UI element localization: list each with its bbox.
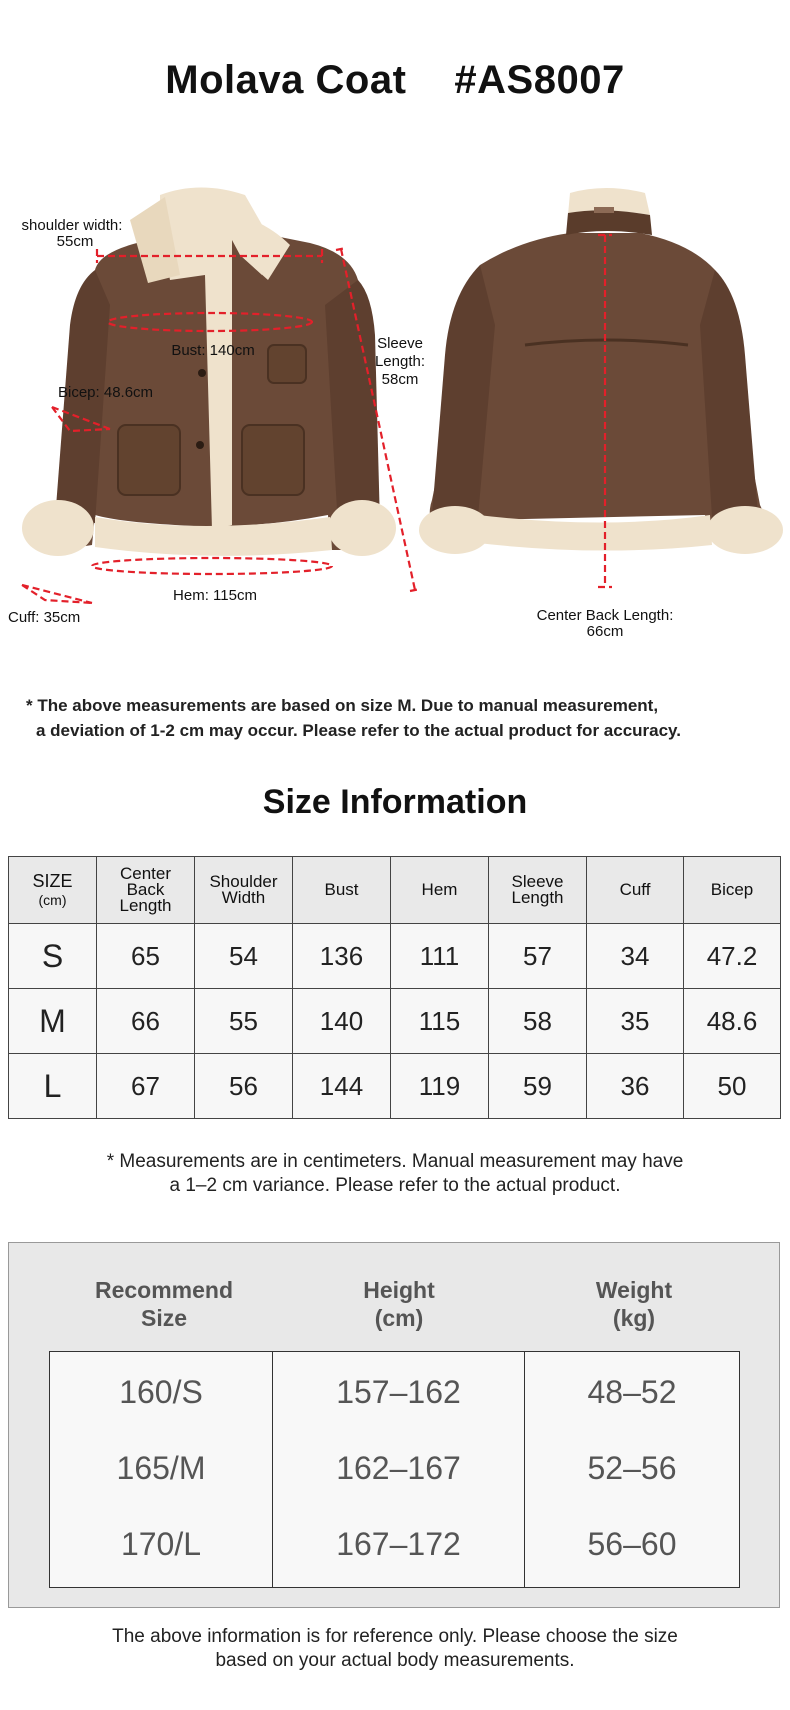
table-cell: M bbox=[9, 989, 97, 1054]
disclaimer-line-2: a deviation of 1-2 cm may occur. Please refer to the actual product for accuracy. bbox=[36, 721, 681, 740]
center-back-length-text: Center Back Length: bbox=[536, 607, 674, 624]
table-cell: L bbox=[9, 1054, 97, 1119]
table-cell: 160/S bbox=[119, 1374, 203, 1410]
table-cell: 165/M bbox=[116, 1450, 206, 1486]
rec-header-height-2: (cm) bbox=[374, 1305, 424, 1331]
table-cell: 170/L bbox=[120, 1526, 202, 1562]
shoulder-width-label bbox=[12, 218, 132, 250]
table-cell: 56–60 bbox=[587, 1526, 677, 1562]
sleeve-length-text-1: Sleeve bbox=[377, 335, 423, 352]
table-cell: 36 bbox=[587, 1054, 684, 1119]
col-header-hem: Hem bbox=[391, 857, 489, 924]
table-cell: 144 bbox=[293, 1054, 391, 1119]
size-info-title: Size Information bbox=[262, 783, 528, 821]
size-table-header-row bbox=[9, 857, 781, 924]
col-header-size-unit: (cm) bbox=[38, 891, 67, 908]
product-name: Molava Coat bbox=[165, 58, 407, 102]
rec-header-weight-2: (kg) bbox=[612, 1305, 656, 1331]
table-cell: 115 bbox=[391, 989, 489, 1054]
centimeter-disclaimer bbox=[0, 1150, 790, 1198]
col-header-shoulder-width bbox=[195, 857, 293, 924]
coat-illustration bbox=[0, 185, 790, 655]
sleeve-length-text-2: Length: bbox=[374, 353, 426, 370]
bust-label: Bust: 140cm bbox=[171, 342, 255, 359]
table-cell: 136 bbox=[293, 924, 391, 989]
table-cell: 162–167 bbox=[336, 1450, 461, 1486]
col-header-size-text: SIZE bbox=[32, 870, 73, 891]
col-header-center-back-length bbox=[97, 857, 195, 924]
rec-col-height bbox=[272, 1352, 524, 1587]
disclaimer-line-1: * The above measurements are based on size M. Due to manual measurement, bbox=[26, 696, 659, 715]
table-cell: 119 bbox=[391, 1054, 489, 1119]
col-header-bust: Bust bbox=[293, 857, 391, 924]
rec-header-weight-1: Weight bbox=[595, 1277, 673, 1303]
rec-header-weight bbox=[519, 1276, 749, 1332]
center-back-length-value: 66cm bbox=[586, 623, 624, 640]
table-row bbox=[9, 989, 781, 1054]
size-table bbox=[8, 856, 781, 1119]
cm-disclaimer-line-2: a 1–2 cm variance. Please refer to the actual product. bbox=[169, 1175, 621, 1196]
table-cell: 157–162 bbox=[336, 1374, 461, 1410]
coat-measurement-diagram bbox=[0, 185, 790, 655]
rec-header-height bbox=[284, 1276, 514, 1332]
table-cell: S bbox=[9, 924, 97, 989]
table-cell: 54 bbox=[195, 924, 293, 989]
col-header-sleeve-2: Length bbox=[511, 888, 564, 907]
col-header-size bbox=[9, 857, 97, 924]
sleeve-length-value: 58cm bbox=[381, 371, 419, 388]
rec-header-size-2: Size bbox=[140, 1305, 188, 1331]
measurement-disclaimer bbox=[26, 693, 766, 743]
reference-line-1: The above information is for reference only. Please choose the size bbox=[112, 1626, 678, 1647]
table-cell: 58 bbox=[489, 989, 587, 1054]
rec-header-height-1: Height bbox=[363, 1277, 435, 1303]
table-cell: 67 bbox=[97, 1054, 195, 1119]
rec-col-weight bbox=[524, 1352, 739, 1587]
table-cell: 48.6 bbox=[684, 989, 781, 1054]
table-cell: 47.2 bbox=[684, 924, 781, 989]
col-header-sleeve-length bbox=[489, 857, 587, 924]
table-cell: 56 bbox=[195, 1054, 293, 1119]
col-header-cuff: Cuff bbox=[587, 857, 684, 924]
table-row bbox=[9, 1054, 781, 1119]
hem-label: Hem: 115cm bbox=[173, 587, 257, 604]
col-header-shoulder-2: Width bbox=[221, 888, 266, 907]
table-cell: 48–52 bbox=[587, 1374, 677, 1410]
recommend-size-panel bbox=[8, 1242, 780, 1608]
reference-line-2: based on your actual body measurements. bbox=[215, 1650, 575, 1671]
col-header-shoulder-1: Shoulder bbox=[209, 872, 278, 891]
table-cell: 50 bbox=[684, 1054, 781, 1119]
table-cell: 140 bbox=[293, 989, 391, 1054]
sleeve-length-label bbox=[365, 335, 435, 389]
cuff-line bbox=[22, 585, 92, 603]
col-header-bicep: Bicep bbox=[684, 857, 781, 924]
table-cell: 66 bbox=[97, 989, 195, 1054]
center-back-length-label bbox=[520, 608, 690, 640]
rec-col-size bbox=[50, 1352, 272, 1587]
table-cell: 55 bbox=[195, 989, 293, 1054]
table-cell: 52–56 bbox=[587, 1450, 677, 1486]
reference-disclaimer bbox=[0, 1625, 790, 1673]
cuff-label: Cuff: 35cm bbox=[8, 609, 81, 626]
table-cell: 57 bbox=[489, 924, 587, 989]
hem-line bbox=[92, 558, 332, 574]
rec-header-size-1: Recommend bbox=[94, 1277, 234, 1303]
table-cell: 111 bbox=[391, 924, 489, 989]
table-cell: 59 bbox=[489, 1054, 587, 1119]
rec-header-size bbox=[49, 1276, 279, 1332]
table-cell: 167–172 bbox=[336, 1526, 461, 1562]
col-header-cbl-1: Center bbox=[119, 864, 172, 883]
product-title bbox=[0, 58, 790, 103]
col-header-sleeve-1: Sleeve bbox=[511, 872, 564, 891]
table-row bbox=[9, 924, 781, 989]
coat-back-image bbox=[419, 188, 783, 554]
shoulder-width-text: shoulder width: bbox=[21, 217, 123, 234]
col-header-cbl-2: Back bbox=[126, 880, 165, 899]
table-cell: 65 bbox=[97, 924, 195, 989]
cm-disclaimer-line-1: * Measurements are in centimeters. Manual measurement may have bbox=[106, 1151, 684, 1172]
shoulder-width-value: 55cm bbox=[56, 233, 94, 250]
col-header-cbl-3: Length bbox=[119, 896, 172, 915]
table-cell: 35 bbox=[587, 989, 684, 1054]
bicep-label: Bicep: 48.6cm bbox=[58, 384, 154, 401]
recommend-table bbox=[49, 1351, 740, 1588]
product-sku: #AS8007 bbox=[454, 58, 625, 102]
table-cell: 34 bbox=[587, 924, 684, 989]
